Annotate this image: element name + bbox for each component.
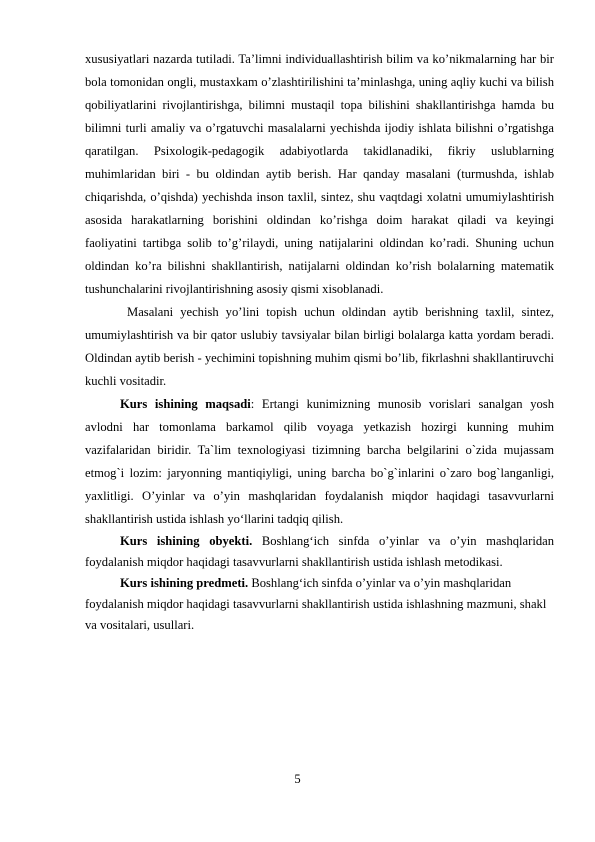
subject-label: Kurs ishining predmeti. [120, 576, 249, 590]
page-number: 5 [294, 772, 301, 786]
document-body [85, 48, 554, 636]
paragraph-prediction: Masalani yechish yo’lini topish uchun oldindan aytib berishning taxlil, sintez, umumiylashtirish va bir qator uslubiy tavsiyalar bilan birligi bolalarga katta yordam beradi. Oldindan aytib berish - yechimini topishning muhim qismi bo’lib, fikrlashni shakllantiruvchi kuchli vositadir. [85, 305, 554, 388]
paragraph-intro: xususiyatlari nazarda tutiladi. Ta’limni individuallashtirish bilim va ko’nikmalarning har bir bola tomonidan ongli, mustaxkam o’zlashtirilishini ta’minlashga, uning aqliy kuchi va bilish qobiliyatlarini rivojlantirishga, bilimni mustaqil topa bilishini shakllantirishga hamda bu bilimni turli amaliy va o’rgatuvchi masalalarni yechishda ijodiy ishlata bilishni o’rgatishga qaratilgan. Psixologik-pedagogik adabiyotlarda takidlanadiki, fikriy uslublarning muhimlaridan biri - bu oldindan aytib berish. Har qanday masalani (turmushda, ishlab chiqarishda, o’qishda) yechishda inson taxlil, sintez, shu vaqtdagi xolatni umumiylashtirish asosida harakatlarning borishini oldindan ko’rishga doim harakat qiladi va keyingi faoliyatini tartibga solib to’g’rilaydi, uning natijalarini oldindan ko’radi. Shuning uchun oldindan ko’ra bilishni shakllantirish, natijalarni oldindan ko’rish bolalarning matematik tushunchalarini rivojlantirishning asosiy qismi xisoblanadi. [85, 52, 554, 296]
object-label: Kurs ishining obyekti. [120, 534, 253, 548]
object-text: Boshlang‘ich sinfda o’yinlar va o’yin mashqlaridan foydalanish miqdor haqidagi tasavvurlarni shakllantirish ustida ishlash metodikasi. [85, 534, 554, 569]
paragraph-object [85, 531, 554, 573]
subject-text: Boshlang‘ich sinfda o’yinlar va o’yin mashqlaridan foydalanish miqdor haqidagi tasavvurlarni shakllantirish ustida ishlashning mazmuni, shakl va vositalari, usullari. [85, 576, 547, 632]
paragraph-subject [85, 573, 554, 636]
goal-label: Kurs ishining maqsadi [120, 397, 251, 411]
goal-text: : Ertangi kunimizning munosib vorislari sanalgan yosh avlodni har tomonlama barkamol qilib voyaga yetkazish hozirgi kunning muhim vazifalaridan biridir. Ta`lim texnologiyasi tizimning barcha belgilarini o`zida mujassam etmog`i lozim: jaryonning mantiqiyligi, uning barcha bo`g`inlarini o`zaro bog`langanligi, yaxlitligi. O’yinlar va o’yin mashqlaridan foydalanish miqdor haqidagi tasavvurlarni shakllantirish ustida ishlash yo‘llarini tadqiq qilish. [85, 397, 554, 526]
paragraph-goal [85, 393, 554, 531]
